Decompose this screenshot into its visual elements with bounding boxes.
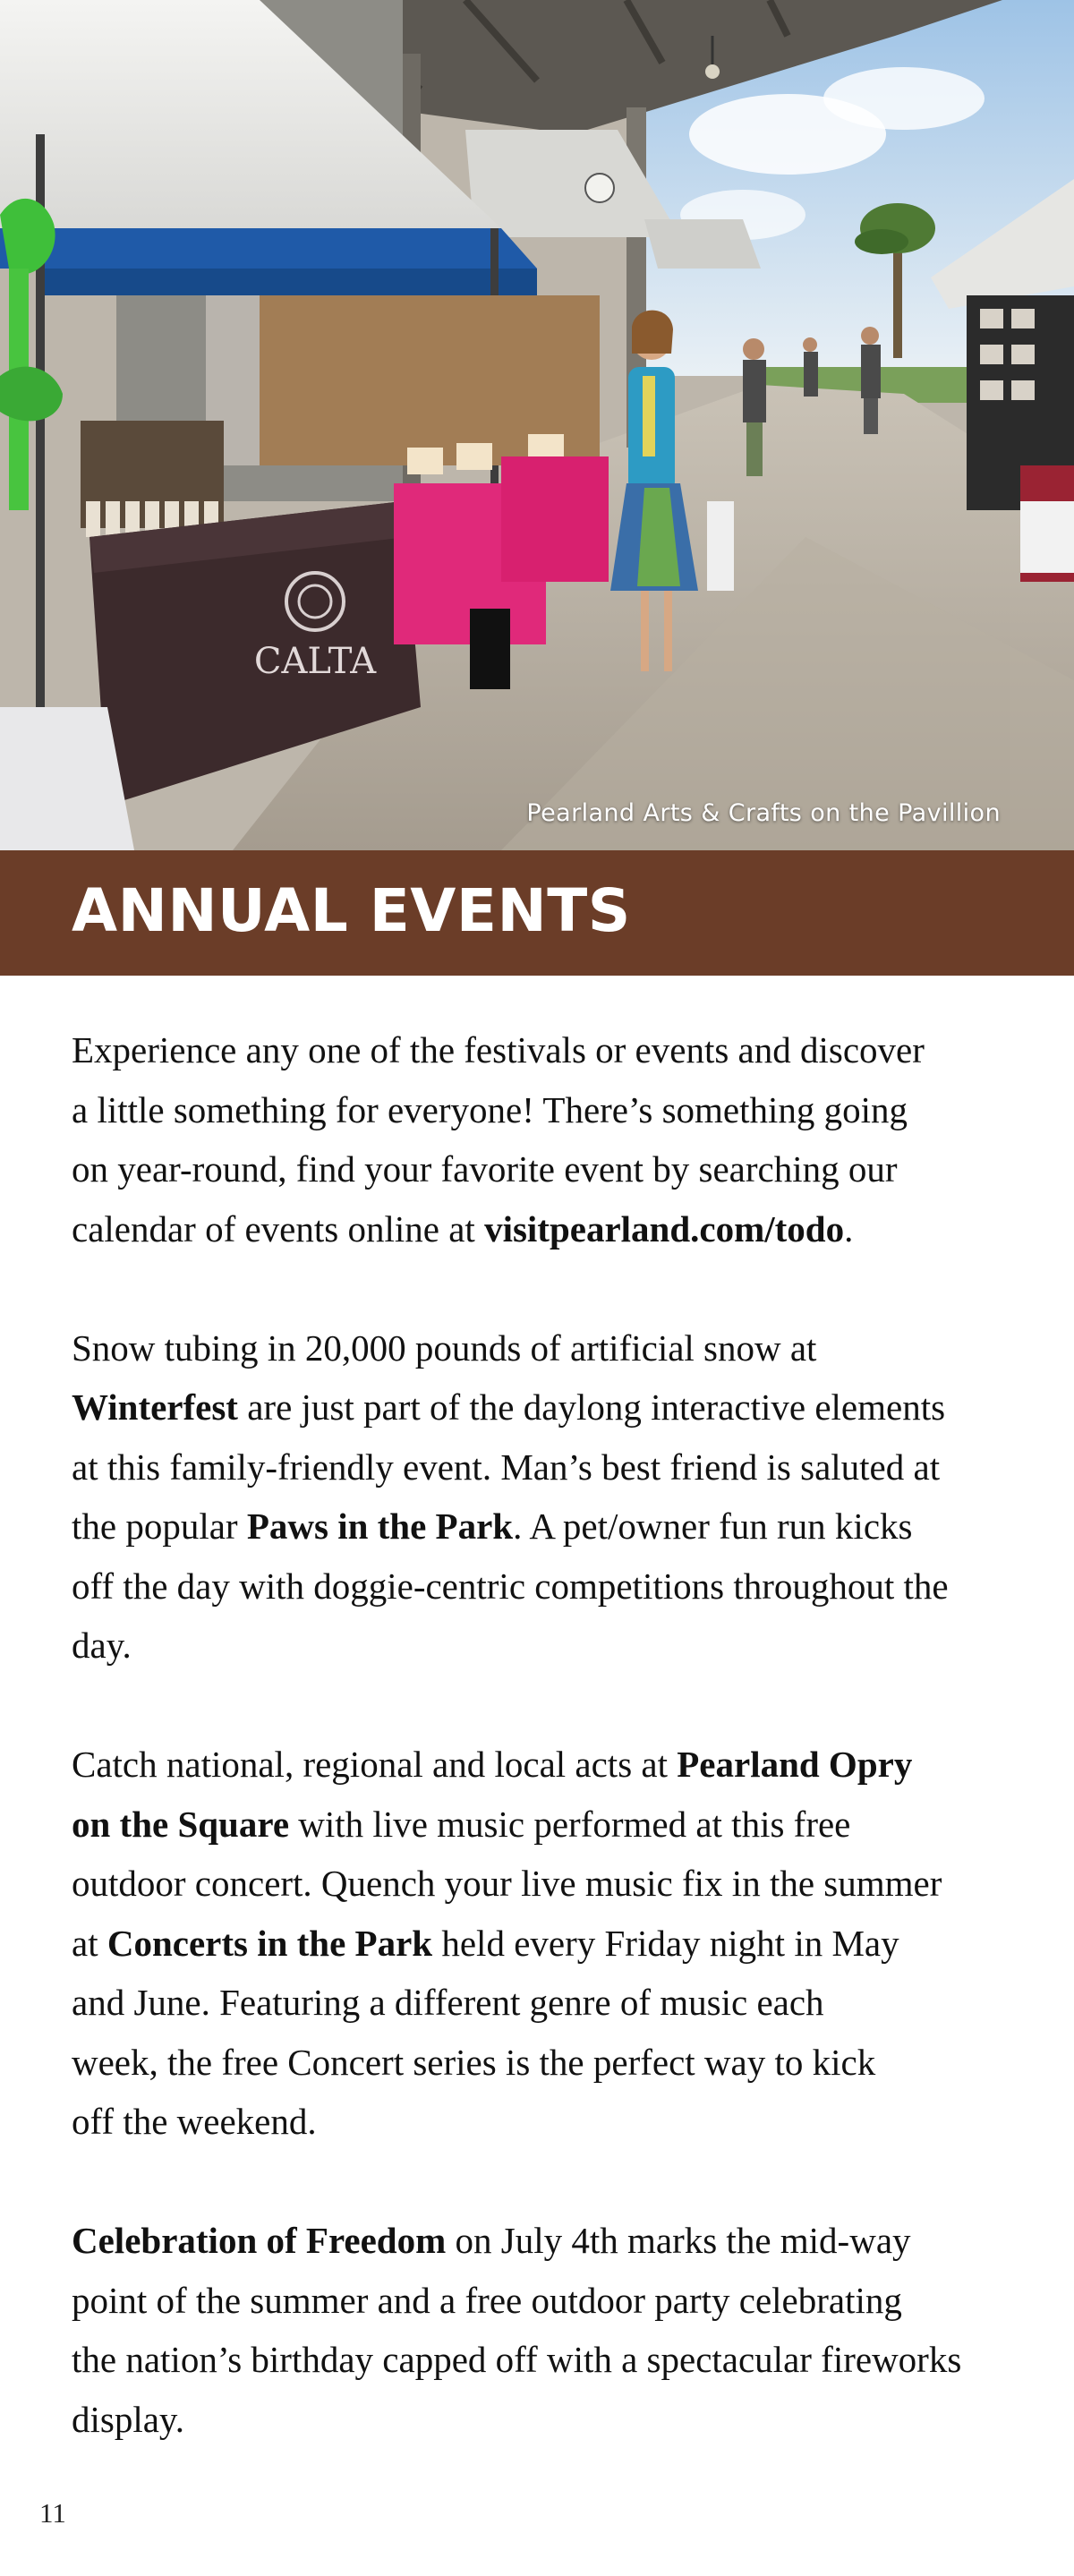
event-name-on-the-square: on the Square [72,1803,290,1845]
music-paragraph: Catch national, regional and local acts at Pearland Opry on the Square with live music performed at this free outdoor concert. Quench your live music fix in the summer at Concerts in the Park held every Friday night in May and June. Featuring a different genre of music each week, the free Concert series is the perfect way to kick off the weekend. [72,1744,942,2142]
event-name-winterfest: Winterfest [72,1386,238,1428]
page-number: 11 [39,2497,66,2529]
event-name-pearland-opry: Pearland Opry [677,1744,913,1785]
photo-caption: Pearland Arts & Crafts on the Pavillion [526,799,1001,827]
article-body [72,1020,1020,2509]
website-link: visitpearland.com/todo [484,1207,845,1250]
calta-sign: CALTA [253,641,377,682]
blue-canopy-tent [0,228,537,269]
hero-photo [0,0,1074,850]
winterfest-paragraph: Snow tubing in 20,000 pounds of artificial snow at Winterfest are just part of the daylong interactive elements at this family-friendly event. Man’s best friend is saluted at the popular Paws in the Park. A pet/owner fun run kicks off the day with doggie-centric competitions throughout the day. [72,1326,949,1666]
event-name-paws-in-the-park: Paws in the Park [246,1506,514,1547]
freedom-paragraph: Celebration of Freedom on July 4th marks the mid-way point of the summer and a free outdoor party celebrating the nation’s birthday capped off with a spectacular fireworks display. [72,2220,962,2440]
section-title: ANNUAL EVENTS [72,876,631,945]
event-name-celebration-of-freedom: Celebration of Freedom [72,2220,447,2261]
market-pavilion-illustration [0,0,1074,850]
intro-paragraph: Experience any one of the festivals or events and discover a little something for everyone! There’s something going on year-round, find your favorite event by searching our calendar of events online at visitpearland.com/todo. [72,1029,925,1250]
event-name-concerts-in-the-park: Concerts in the Park [107,1922,433,1964]
section-banner [0,850,1074,976]
